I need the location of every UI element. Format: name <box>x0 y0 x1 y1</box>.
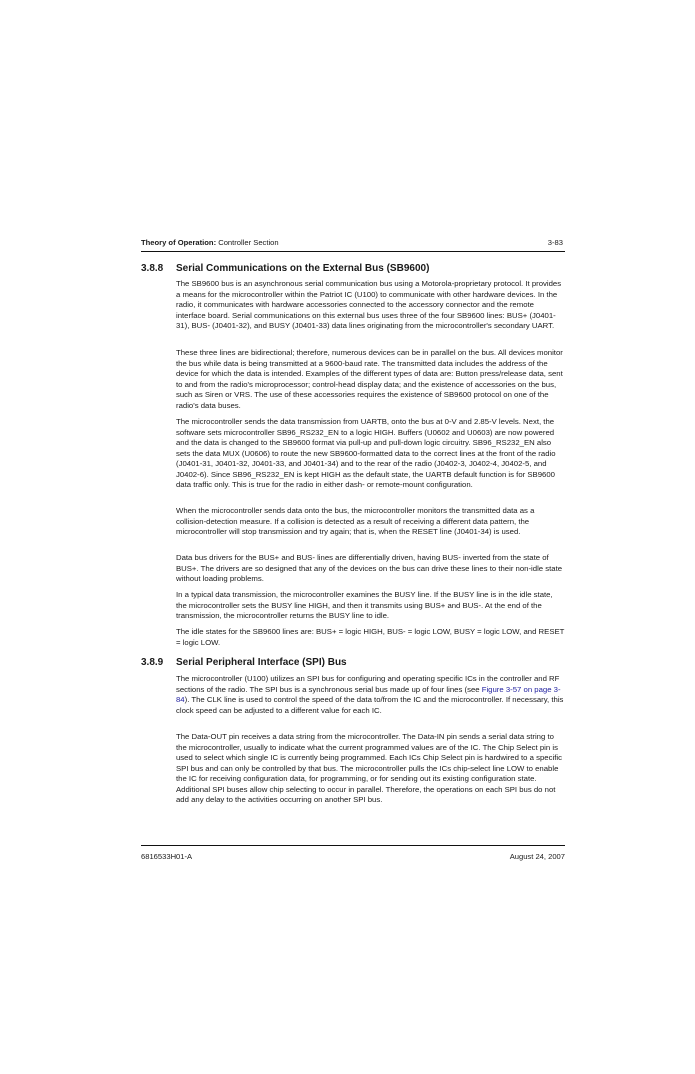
running-footer <box>141 851 565 863</box>
header-section-label: Controller Section <box>216 238 279 247</box>
body-paragraph <box>176 506 565 538</box>
section-heading-3-8-9 <box>141 656 347 669</box>
body-paragraph <box>176 627 565 648</box>
section-heading-3-8-8 <box>141 262 429 275</box>
body-paragraph <box>176 279 565 332</box>
body-paragraph <box>176 553 565 585</box>
body-paragraph <box>176 590 565 622</box>
paragraph-text: Data bus drivers for the BUS+ and BUS- lines are differentially driven, having BUS- inverted from the state of BUS+. The drivers are so designed that any of the devices on the bus can drive these lines to their non-idle state without loading problems. <box>176 553 563 583</box>
header-rule <box>141 251 565 252</box>
footer-date: August 24, 2007 <box>509 852 565 861</box>
header-chapter-label: Theory of Operation: <box>141 238 217 247</box>
body-paragraph <box>176 732 565 806</box>
paragraph-text: The SB9600 bus is an asynchronous serial communication bus using a Motorola-proprietary protocol. It provides a means for the microcontroller within the Patriot IC (U100) to communicate with other hardware devices. In the radio, it communicates with hardware accessories connected to the accessory connector and the remote interface board. Serial communications on this external bus uses three of the four SB9600 lines: BUS+ (J0401-31), BUS- (J0401-32), and BUSY (J0401-33) data lines originating from the microcontroller's secondary UART. <box>176 279 562 330</box>
body-paragraph <box>176 417 565 491</box>
section-number: 3.8.9 <box>141 657 164 668</box>
body-paragraph <box>176 674 565 716</box>
footer-rule <box>141 845 565 846</box>
paragraph-text: The microcontroller sends the data transmission from UARTB, onto the bus at 0-V and 2.85-V levels. Next, the software sets microcontroller SB96_RS232_EN to a logic HIGH. Buffers (U0602 and U0603) are now powered and the data is changed to the SB9600 format via pull-up and pull-down logic circuitry. SB96_RS232_EN also sets the data MUX (U0606) to route the new SB9600-formatted data to the correct lines at the front of the radio (J0401-31, J0401-32, J0401-33, and J0401-34) and to the rear of the radio (J0402-3, J0402-4, J0402-5, and J0402-6). Since SB96_RS232_EN is kept HIGH as the default state, the UARTB default function is for SB9600 data traffic only. This is true for the radio in either dash- or remote-mount configuration. <box>176 417 556 489</box>
header-page-number: 3-83 <box>547 238 563 247</box>
section-title: Serial Communications on the External Bus (SB9600) <box>176 263 430 274</box>
figure-reference-link[interactable]: Figure 3-57 on page 3-84 <box>176 684 561 704</box>
paragraph-text <box>176 674 565 716</box>
section-number: 3.8.8 <box>141 263 164 274</box>
footer-doc-number: 6816533H01-A <box>141 852 193 861</box>
paragraph-text: These three lines are bidirectional; therefore, numerous devices can be in parallel on the bus. All devices monitor the bus while data is being transmitted at a 9600-baud rate. The transmitted data includes the address of the device for which the data is intended. Examples of the different types of data are: Button press/release data, sent to and from the radio's microprocessor; control-head display data; and the existence of accessories on the bus, such as Siren or VRS. The use of these accessories requires the existence of SB9600 protocol on one of the radio's data buses. <box>176 348 563 410</box>
paragraph-text: The idle states for the SB9600 lines are: BUS+ = logic HIGH, BUS- = logic LOW, BUSY = logic LOW, and RESET = logic LOW. <box>176 627 565 647</box>
body-paragraph <box>176 348 565 411</box>
paragraph-text: In a typical data transmission, the microcontroller examines the BUSY line. If the BUSY line is in the idle state, the microcontroller sets the BUSY line HIGH, and then it transmits using BUS+ and BUS-. At the end of the transmission, the microcontroller returns the BUSY line to idle. <box>176 590 553 620</box>
paragraph-text-segment: The microcontroller (U100) utilizes an SPI bus for configuring and operating specific ICs in the controller and RF sections of the radio. The SPI bus is a synchronous serial bus made up of four lines (see <box>176 674 560 694</box>
paragraph-text: The Data-OUT pin receives a data string from the microcontroller. The Data-IN pin sends a serial data string to the microcontroller, usually to indicate what the current programmed values are of the IC. The Chip Select pin is used to select which single IC is currently being programmed. Each ICs Chip Select pin is hardwired to a specific SPI bus and can only be controlled by that bus. The microcontroller pulls the ICs chip-select line LOW to enable the IC for receiving configuration data, for programming, or for sending out its existing configuration state. Additional SPI buses allow chip selecting to occur in parallel. Therefore, the operations on each SPI bus do not add any delay to the activities occurring on another SPI bus. <box>176 732 562 804</box>
section-title: Serial Peripheral Interface (SPI) Bus <box>176 657 347 668</box>
paragraph-text-segment: ). The CLK line is used to control the speed of the data to/from the IC and the microcontroller. If necessary, this clock speed can be adjusted to a different value for each IC. <box>176 695 564 715</box>
running-header <box>141 237 563 249</box>
paragraph-text: When the microcontroller sends data onto the bus, the microcontroller monitors the transmitted data as a collision-detection measure. If a collision is detected as a result of receiving a different data pattern, the microcontroller will stop transmission and try again; that is, when the RESET line (J0401-34) is used. <box>176 506 535 536</box>
